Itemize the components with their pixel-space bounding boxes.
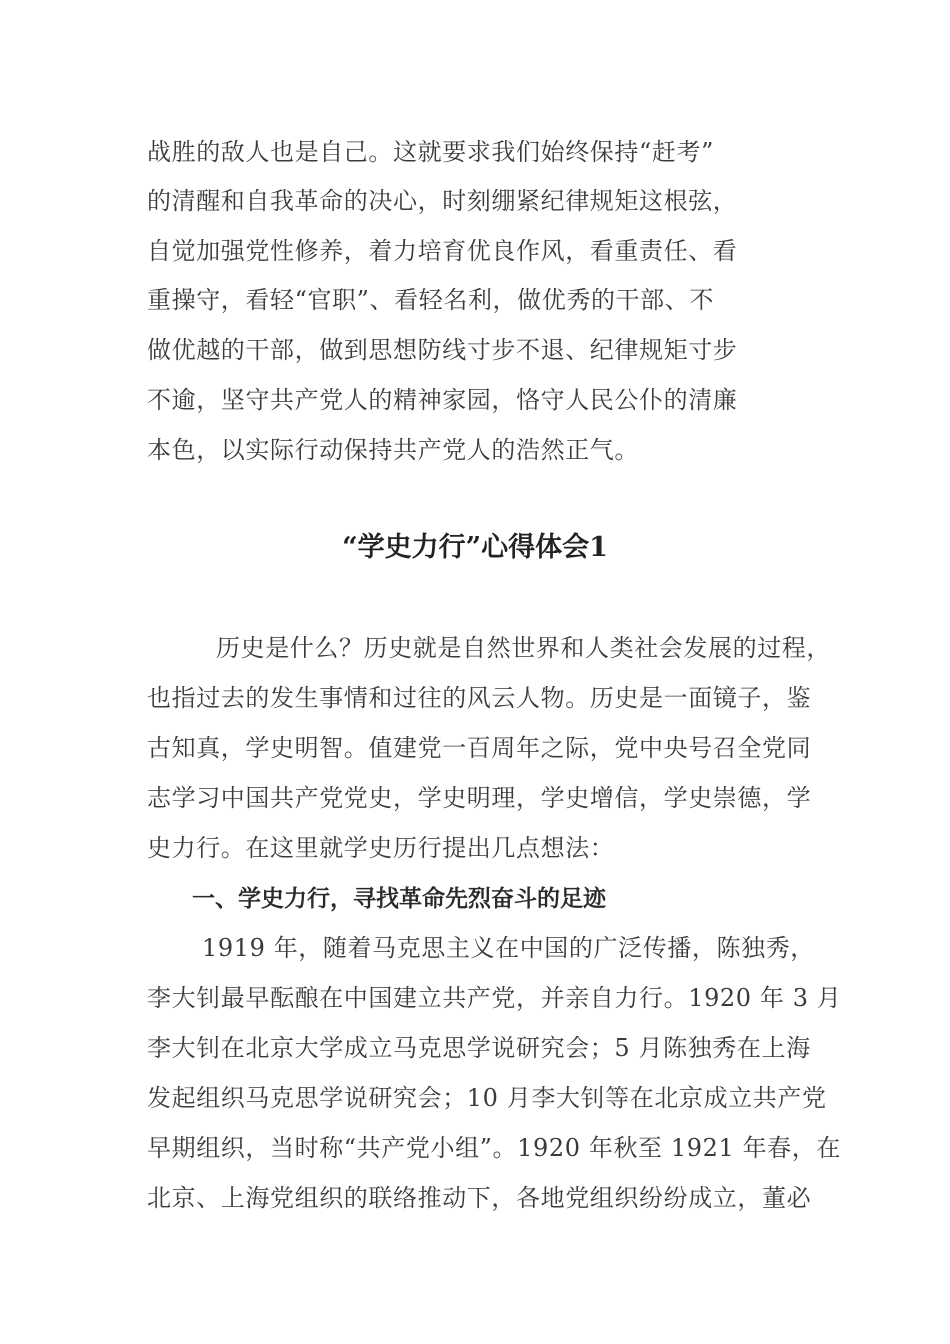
paragraph-line: 也指过去的发生事情和过往的风云人物。历史是一面镜子，鉴: [147, 684, 812, 712]
paragraph-line: 做优越的干部，做到思想防线寸步不退、纪律规矩寸步: [147, 336, 738, 364]
section-title: “学史力行”心得体会1: [342, 532, 608, 563]
paragraph-line: 志学习中国共产党党史，学史明理，学史增信，学史崇德，学: [147, 784, 812, 812]
paragraph-line: 本色，以实际行动保持共产党人的浩然正气。: [147, 436, 639, 464]
paragraph-line: 历史是什么？历史就是自然世界和人类社会发展的过程，: [216, 634, 831, 662]
paragraph-line: 的清醒和自我革命的决心，时刻绷紧纪律规矩这根弦，: [147, 187, 738, 215]
subheading: 一、学史力行，寻找革命先烈奋斗的足迹: [192, 885, 606, 912]
paragraph-line: 早期组织，当时称“共产党小组”。1920 年秋至 1921 年春，在: [147, 1134, 841, 1162]
paragraph-line: 古知真，学史明智。值建党一百周年之际，党中央号召全党同: [147, 734, 812, 762]
paragraph-line: 不逾，坚守共产党人的精神家园，恪守人民公仆的清廉: [147, 386, 738, 414]
paragraph-line: 李大钊最早酝酿在中国建立共产党，并亲自力行。1920 年 3 月: [147, 984, 842, 1012]
paragraph-line: 北京、上海党组织的联络推动下，各地党组织纷纷成立，董必: [147, 1184, 812, 1212]
paragraph-line: 重操守，看轻“官职”、看轻名利，做优秀的干部、不: [147, 286, 714, 314]
paragraph-line: 战胜的敌人也是自己。这就要求我们始终保持“赶考”: [147, 138, 714, 166]
paragraph-line: 发起组织马克思学说研究会；10 月李大钊等在北京成立共产党: [147, 1084, 827, 1112]
paragraph-line: 史力行。在这里就学史历行提出几点想法：: [147, 834, 615, 862]
paragraph-line: 自觉加强党性修养，着力培育优良作风，看重责任、看: [147, 237, 738, 265]
paragraph-line: 李大钊在北京大学成立马克思学说研究会；5 月陈独秀在上海: [147, 1034, 811, 1062]
paragraph-line: 1919 年，随着马克思主义在中国的广泛传播，陈独秀，: [202, 934, 815, 962]
